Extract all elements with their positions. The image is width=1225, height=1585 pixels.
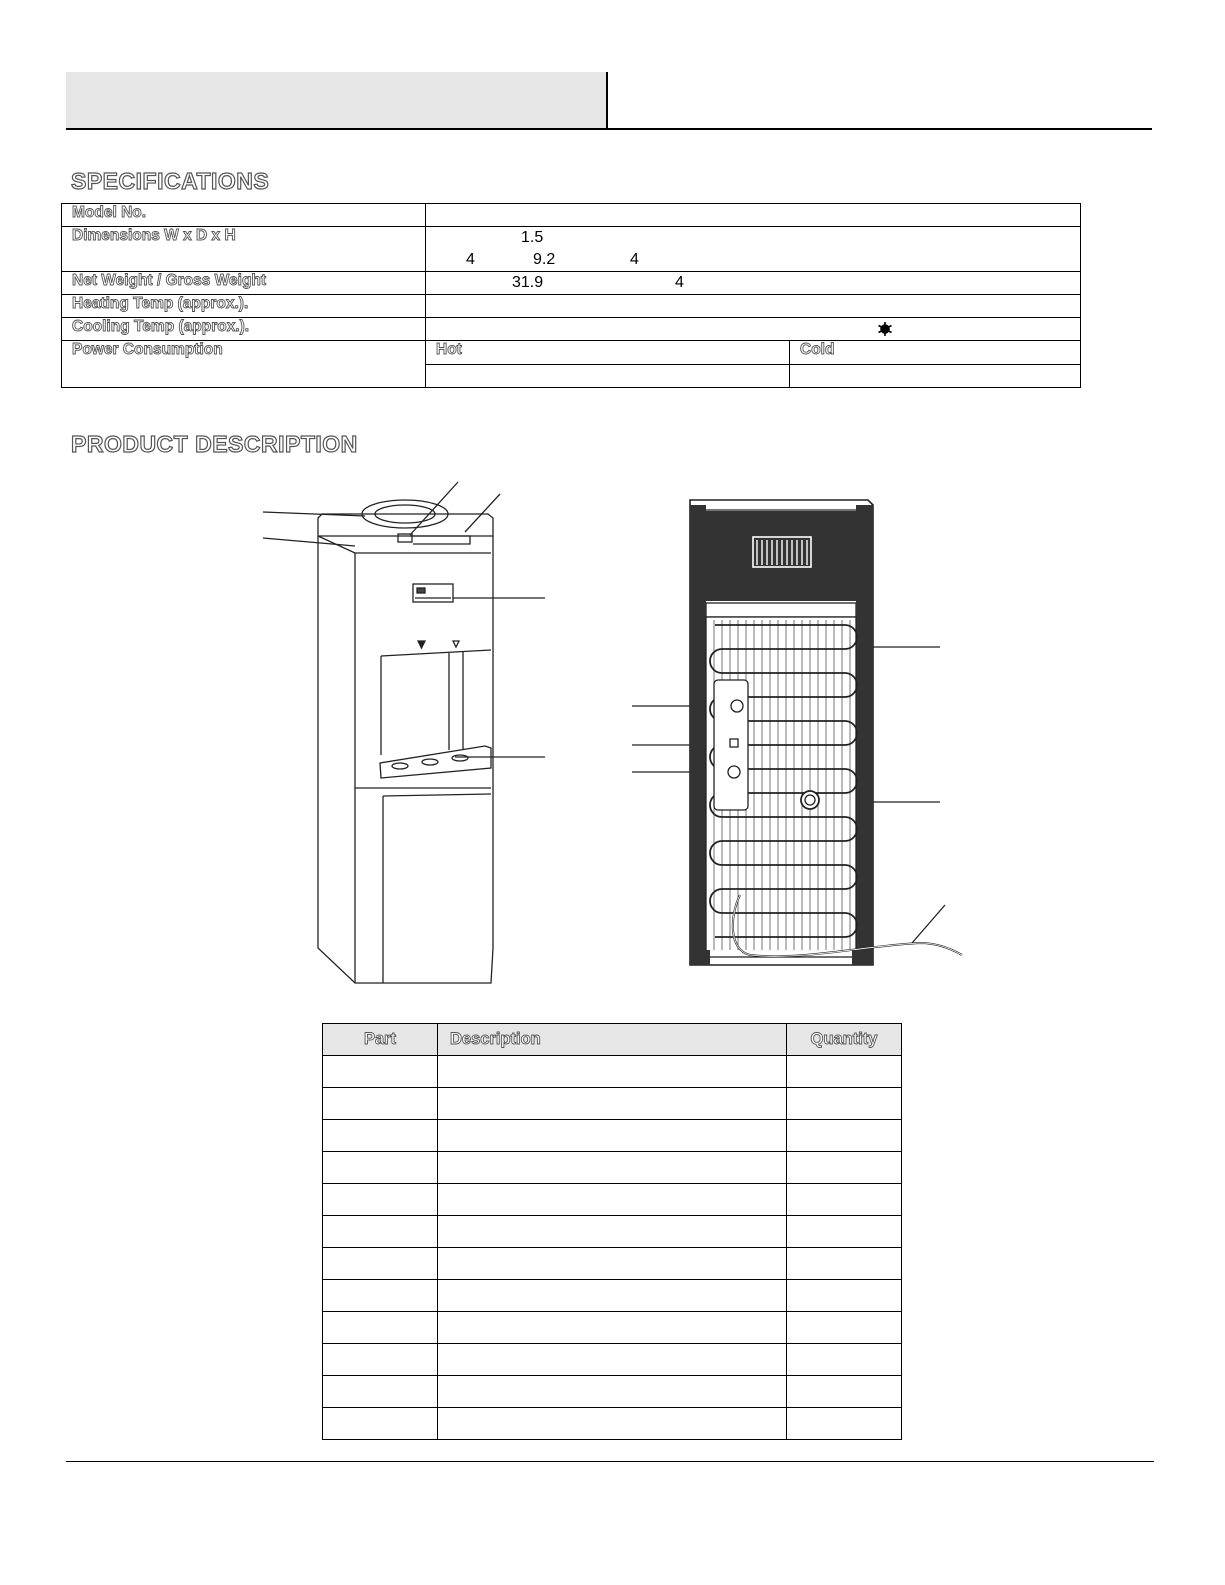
table-row: [323, 1408, 902, 1440]
table-row: [323, 1312, 902, 1344]
dimensions-value-3: 9.2: [533, 251, 556, 268]
description-cell: [438, 1248, 787, 1280]
parts-table: [322, 1023, 902, 1440]
table-row: [323, 1184, 902, 1216]
specifications-table: [61, 203, 1081, 388]
part-cell: [323, 1088, 438, 1120]
quantity-cell: [787, 1312, 902, 1344]
spec-label-heating: Heating Temp (approx.).: [72, 295, 249, 312]
table-row: [323, 1088, 902, 1120]
spec-label-dimensions: Dimensions W x D x H: [72, 227, 236, 244]
back-view-illustration: [630, 495, 970, 985]
power-cold-label: Cold: [800, 341, 835, 358]
table-row: [323, 1152, 902, 1184]
spec-label-weight: Net Weight / Gross Weight: [72, 272, 267, 289]
spec-value-cooling: [426, 318, 1081, 341]
spec-row-model: [62, 204, 1081, 227]
spec-label-model: Model No.: [72, 204, 147, 221]
description-cell: [438, 1280, 787, 1312]
quantity-cell: [787, 1376, 902, 1408]
power-hot-label: Hot: [436, 341, 462, 358]
spec-label-cooling: Cooling Temp (approx.).: [72, 318, 250, 335]
part-cell: [323, 1344, 438, 1376]
spec-row-cooling: [62, 318, 1081, 341]
table-row: [323, 1056, 902, 1088]
description-cell: [438, 1344, 787, 1376]
quantity-cell: [787, 1088, 902, 1120]
part-cell: [323, 1056, 438, 1088]
quantity-cell: [787, 1216, 902, 1248]
weight-value-gross: 4: [675, 274, 684, 291]
description-cell: [438, 1152, 787, 1184]
table-row: [323, 1280, 902, 1312]
quantity-cell: [787, 1248, 902, 1280]
quantity-cell: [787, 1056, 902, 1088]
part-cell: [323, 1376, 438, 1408]
description-cell: [438, 1216, 787, 1248]
table-row: [323, 1120, 902, 1152]
quantity-cell: [787, 1408, 902, 1440]
header-title-box: [66, 72, 608, 128]
dimensions-value-2: 4: [466, 251, 475, 268]
parts-header-quantity: Quantity: [787, 1024, 902, 1056]
power-hot-value: [426, 364, 790, 388]
table-row: [323, 1248, 902, 1280]
part-cell: [323, 1216, 438, 1248]
table-row: [323, 1344, 902, 1376]
front-view-illustration: [255, 478, 555, 998]
table-row: [323, 1216, 902, 1248]
part-cell: [323, 1120, 438, 1152]
spec-row-dimensions: [62, 227, 1081, 272]
footer-rule: [66, 1461, 1154, 1462]
snowflake-icon: [877, 321, 893, 337]
dimensions-value-4: 4: [630, 251, 639, 268]
spec-value-model: [426, 204, 1081, 227]
part-cell: [323, 1248, 438, 1280]
spec-row-heating: [62, 295, 1081, 318]
parts-table-header: [323, 1024, 902, 1056]
spec-value-heating: [426, 295, 1081, 318]
part-cell: [323, 1152, 438, 1184]
part-cell: [323, 1408, 438, 1440]
parts-table-body: [323, 1056, 902, 1440]
quantity-cell: [787, 1280, 902, 1312]
power-cold-value: [790, 364, 1081, 388]
description-cell: [438, 1088, 787, 1120]
quantity-cell: [787, 1120, 902, 1152]
specifications-heading: SPECIFICATIONS: [71, 168, 270, 194]
description-cell: [438, 1120, 787, 1152]
part-cell: [323, 1280, 438, 1312]
dimensions-value-1: 1.5: [521, 229, 544, 246]
description-cell: [438, 1376, 787, 1408]
description-cell: [438, 1312, 787, 1344]
table-row: [323, 1376, 902, 1408]
spec-row-power-head: [62, 341, 1081, 365]
part-cell: [323, 1184, 438, 1216]
description-cell: [438, 1408, 787, 1440]
spec-label-power: Power Consumption: [72, 341, 223, 358]
description-cell: [438, 1184, 787, 1216]
quantity-cell: [787, 1184, 902, 1216]
parts-header-description: Description: [438, 1024, 787, 1056]
header-rule: [66, 128, 1152, 130]
spec-value-weight: [426, 272, 1081, 295]
quantity-cell: [787, 1152, 902, 1184]
quantity-cell: [787, 1344, 902, 1376]
spec-value-dimensions: [426, 227, 1081, 272]
part-cell: [323, 1312, 438, 1344]
product-description-heading: PRODUCT DESCRIPTION: [71, 431, 358, 457]
description-cell: [438, 1056, 787, 1088]
weight-value-net: 31.9: [512, 274, 544, 291]
spec-row-weight: [62, 272, 1081, 295]
parts-header-part: Part: [323, 1024, 438, 1056]
